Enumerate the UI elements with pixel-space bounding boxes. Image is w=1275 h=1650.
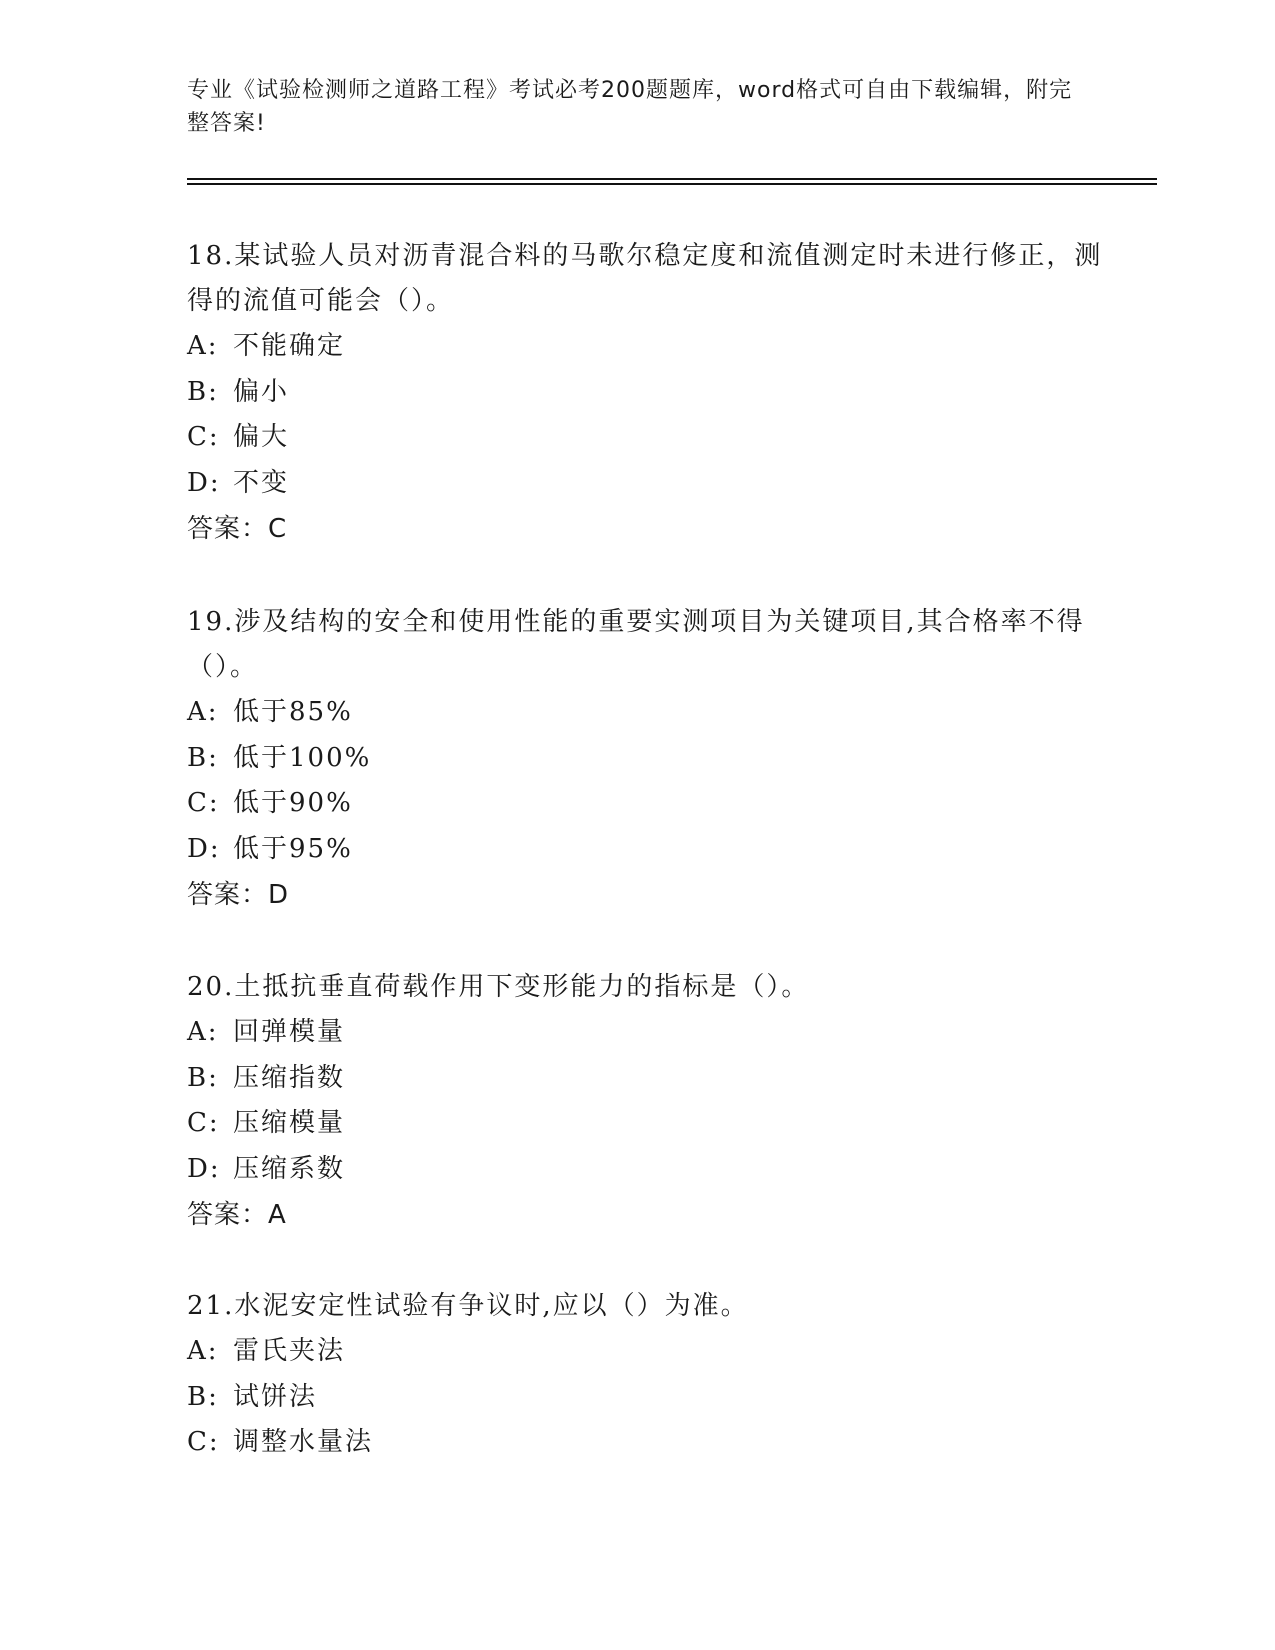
- option-letter: C:: [187, 788, 220, 818]
- option-text: 不变: [233, 467, 290, 498]
- option-letter: A:: [187, 331, 219, 361]
- option-a: [187, 1329, 1107, 1375]
- header-divider-bottom: [187, 183, 1157, 185]
- question-stem: 20.土抵抗垂直荷载作用下变形能力的指标是（）。: [187, 972, 810, 1002]
- option-b: [187, 1056, 1107, 1102]
- option-a: [187, 1010, 1107, 1056]
- option-c: [187, 1420, 1107, 1466]
- option-letter: B:: [187, 376, 219, 407]
- question-21: [187, 1284, 1107, 1466]
- option-text: 回弹模量: [233, 1017, 346, 1047]
- header-divider-top: [187, 178, 1157, 180]
- option-letter: D:: [187, 467, 221, 498]
- question-stem: 18.某试验人员对沥青混合料的马歌尔稳定度和流值测定时未进行修正，测得的流值可能会（）。: [187, 241, 1103, 316]
- option-text: 调整水量法: [233, 1427, 374, 1457]
- option-letter: D:: [187, 833, 221, 864]
- option-letter: C:: [187, 422, 220, 452]
- option-letter: B:: [187, 1062, 219, 1093]
- option-letter: A:: [187, 1336, 219, 1366]
- option-letter: B:: [187, 742, 219, 773]
- option-text: 偏小: [233, 376, 290, 407]
- option-letter: C:: [187, 1108, 220, 1138]
- option-text: 压缩模量: [233, 1108, 346, 1138]
- option-text: 压缩系数: [233, 1153, 346, 1184]
- answer-line: 答案：A: [187, 1200, 287, 1230]
- option-c: [187, 415, 1107, 461]
- option-text: 不能确定: [233, 331, 346, 361]
- option-text: 低于100%: [233, 742, 372, 773]
- question-stem: 21.水泥安定性试验有争议时,应以（）为准。: [187, 1291, 749, 1321]
- question-19: [187, 600, 1107, 918]
- option-d: [187, 461, 1107, 507]
- option-letter: B:: [187, 1381, 219, 1412]
- document-header: 专业《试验检测师之道路工程》考试必考200题题库，word格式可自由下载编辑，附完整答案!: [187, 78, 1073, 136]
- option-a: [187, 324, 1107, 370]
- option-d: [187, 827, 1107, 873]
- option-text: 偏大: [233, 422, 290, 452]
- option-letter: A:: [187, 1017, 219, 1047]
- question-stem: 19.涉及结构的安全和使用性能的重要实测项目为关键项目,其合格率不得（）。: [187, 607, 1085, 682]
- option-letter: D:: [187, 1153, 221, 1184]
- option-c: [187, 1101, 1107, 1147]
- option-text: 低于85%: [233, 697, 353, 727]
- option-letter: A:: [187, 697, 219, 727]
- answer-line: 答案：C: [187, 514, 288, 544]
- option-letter: C:: [187, 1427, 220, 1457]
- option-d: [187, 1147, 1107, 1193]
- answer-line: 答案：D: [187, 880, 290, 910]
- question-20: [187, 965, 1107, 1238]
- option-b: [187, 736, 1107, 782]
- option-text: 雷氏夹法: [233, 1336, 346, 1366]
- question-18: [187, 234, 1107, 552]
- option-text: 试饼法: [233, 1381, 318, 1412]
- option-text: 低于95%: [233, 833, 353, 864]
- option-text: 低于90%: [233, 788, 353, 818]
- option-text: 压缩指数: [233, 1062, 346, 1093]
- option-a: [187, 690, 1107, 736]
- option-c: [187, 781, 1107, 827]
- option-b: [187, 1375, 1107, 1421]
- option-b: [187, 370, 1107, 416]
